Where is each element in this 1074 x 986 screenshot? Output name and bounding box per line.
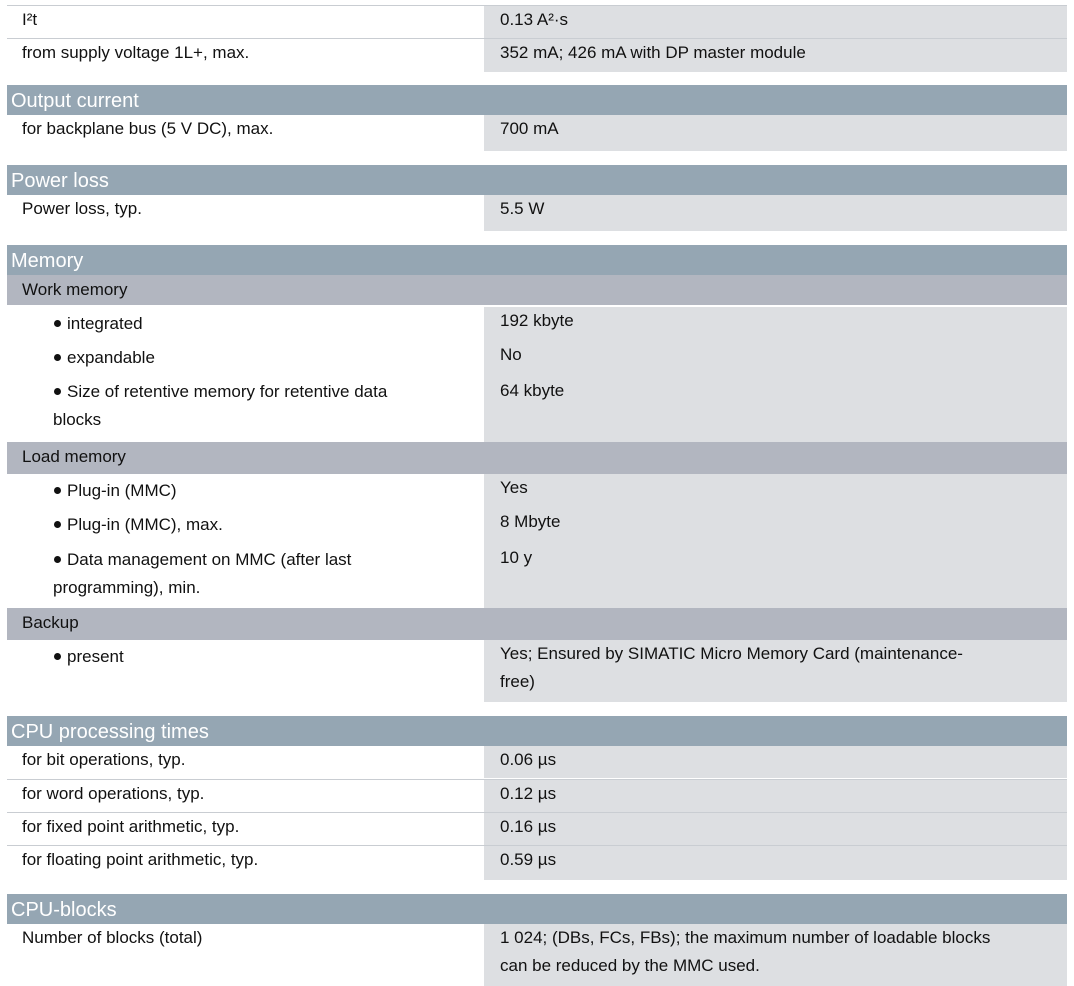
row-value: 0.59 µs (484, 846, 1067, 880)
row-value: 0.13 A²·s (484, 6, 1067, 38)
row-value: 10 y (484, 543, 1067, 608)
row-value: 1 024; (DBs, FCs, FBs); the maximum number of loadable blocks can be reduced by the MMC used. (484, 924, 1067, 986)
row-label: for word operations, typ. (7, 780, 483, 812)
row-value: No (484, 341, 1067, 375)
section-header-output-current: Output current (7, 85, 1067, 115)
table-row (7, 543, 1067, 608)
row-label: from supply voltage 1L+, max. (7, 39, 483, 72)
row-value: 0.06 µs (484, 746, 1067, 778)
bullet-icon (54, 521, 61, 528)
bullet-icon (54, 487, 61, 494)
row-value: 8 Mbyte (484, 508, 1067, 543)
subsection-header-work-memory: Work memory (7, 275, 1067, 305)
row-label: integrated (7, 307, 483, 341)
table-row (7, 640, 1067, 702)
table-row (7, 508, 1067, 543)
subsection-header-load-memory: Load memory (7, 442, 1067, 474)
table-row (7, 474, 1067, 508)
bullet-icon (54, 556, 61, 563)
table-row (7, 341, 1067, 375)
row-label: for bit operations, typ. (7, 746, 483, 778)
subsection-header-backup: Backup (7, 608, 1067, 640)
row-value: 700 mA (484, 115, 1067, 151)
bullet-icon (54, 653, 61, 660)
row-label: I²t (7, 6, 483, 38)
table-row (7, 779, 1067, 812)
table-row (7, 924, 1067, 986)
table-row (7, 375, 1067, 442)
section-header-cpu-processing-times: CPU processing times (7, 716, 1067, 746)
row-label: for fixed point arithmetic, typ. (7, 813, 483, 845)
row-value: 5.5 W (484, 195, 1067, 231)
row-label: present (7, 640, 483, 702)
table-row (7, 845, 1067, 880)
table-row (7, 115, 1067, 151)
row-label: Plug-in (MMC), max. (7, 508, 483, 543)
bullet-icon (54, 320, 61, 327)
table-row (7, 812, 1067, 845)
row-label: Size of retentive memory for retentive data blocks (7, 375, 483, 442)
table-row (7, 5, 1067, 38)
row-value: Yes; Ensured by SIMATIC Micro Memory Card (maintenance- free) (484, 640, 1067, 702)
table-row (7, 195, 1067, 231)
row-label: for floating point arithmetic, typ. (7, 846, 483, 880)
row-label: expandable (7, 341, 483, 375)
row-value: 192 kbyte (484, 307, 1067, 341)
row-label: Plug-in (MMC) (7, 474, 483, 508)
table-row (7, 746, 1067, 778)
table-row (7, 307, 1067, 341)
section-header-memory: Memory (7, 245, 1067, 275)
bullet-icon (54, 388, 61, 395)
row-value: Yes (484, 474, 1067, 508)
row-value: 0.16 µs (484, 813, 1067, 845)
row-label: for backplane bus (5 V DC), max. (7, 115, 483, 151)
row-value: 0.12 µs (484, 780, 1067, 812)
row-label: Number of blocks (total) (7, 924, 483, 986)
row-label: Data management on MMC (after last programming), min. (7, 543, 483, 608)
bullet-icon (54, 354, 61, 361)
row-label: Power loss, typ. (7, 195, 483, 231)
table-row (7, 38, 1067, 72)
section-header-power-loss: Power loss (7, 165, 1067, 195)
section-header-cpu-blocks: CPU-blocks (7, 894, 1067, 924)
row-value: 64 kbyte (484, 375, 1067, 442)
row-value: 352 mA; 426 mA with DP master module (484, 39, 1067, 72)
